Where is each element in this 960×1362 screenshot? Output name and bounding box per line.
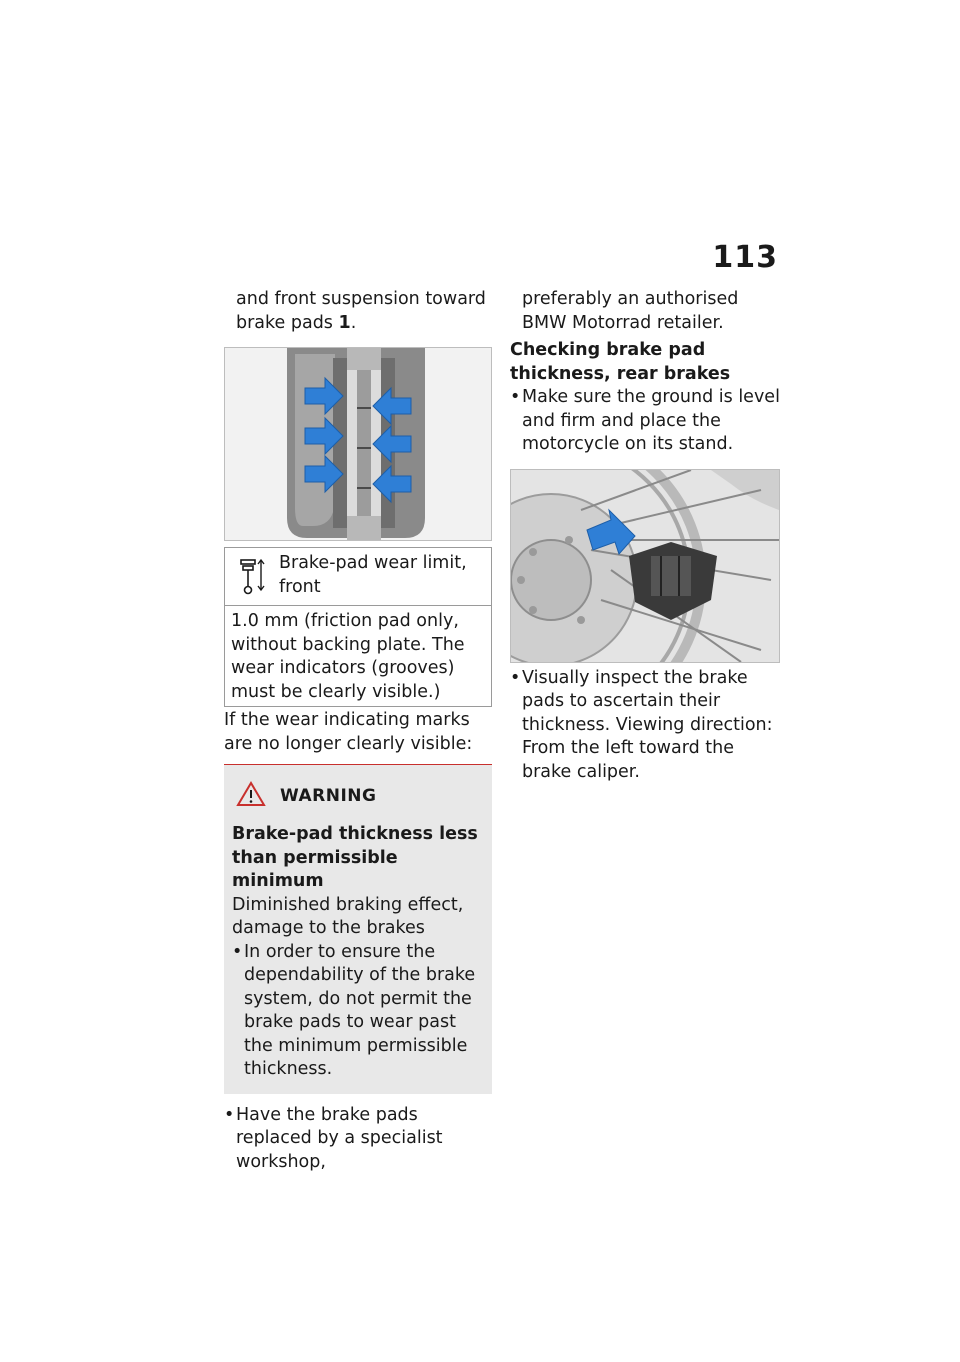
level-ground-bullet: • Make sure the ground is level and firm and place the motorcycle on its stand. xyxy=(510,387,780,454)
left-column xyxy=(224,288,492,1174)
right-column xyxy=(510,288,780,784)
spec-label: Brake-pad wear limit, front xyxy=(279,553,467,597)
front-brake-pads-figure xyxy=(224,347,492,541)
warning-bullet: • In order to ensure the dependability of the brake system, do not permit the brake pads to wear past the minimum permissible thickness. xyxy=(232,941,476,1079)
warning-title-row xyxy=(232,781,484,811)
bullet-dot: • xyxy=(224,1104,235,1125)
bullet-dot: • xyxy=(232,941,243,962)
warning-triangle-icon xyxy=(236,781,266,811)
front-brake-caliper-illustration xyxy=(225,348,491,540)
warning-box xyxy=(224,764,492,1094)
warning-heading: Brake-pad thickness less than permissible minimum xyxy=(232,824,478,891)
bullet-dot: • xyxy=(510,387,521,407)
continuation-text: preferably an authorised BMW Motorrad retailer. xyxy=(522,289,739,333)
rear-brake-figure xyxy=(510,469,780,663)
intro-text: and front suspension toward brake pads 1. xyxy=(236,289,486,333)
brake-pad-thickness-icon xyxy=(231,552,273,596)
rear-wheel-illustration xyxy=(511,470,779,662)
warning-title: WARNING xyxy=(280,786,377,806)
warning-text: Diminished braking effect, damage to the brakes xyxy=(232,894,464,938)
inspect-pads-bullet: • Visually inspect the brake pads to ascertain their thickness. Viewing direction: From the left toward the brake caliper. xyxy=(510,667,773,782)
replace-pads-bullet: • Have the brake pads replaced by a specialist workshop, xyxy=(224,1104,443,1172)
spec-value: 1.0 mm (friction pad only, without backing plate. The wear indicators (grooves) must be clearly visible.) xyxy=(231,611,465,702)
section-heading: Checking brake pad thickness, rear brakes xyxy=(510,340,731,384)
spec-table xyxy=(224,547,492,707)
page-number: 113 xyxy=(712,240,778,275)
after-table-text: If the wear indicating marks are no longer clearly visible: xyxy=(224,710,473,754)
bullet-dot: • xyxy=(510,667,521,688)
reference-number: 1 xyxy=(338,312,351,333)
spec-row-label xyxy=(225,548,491,606)
